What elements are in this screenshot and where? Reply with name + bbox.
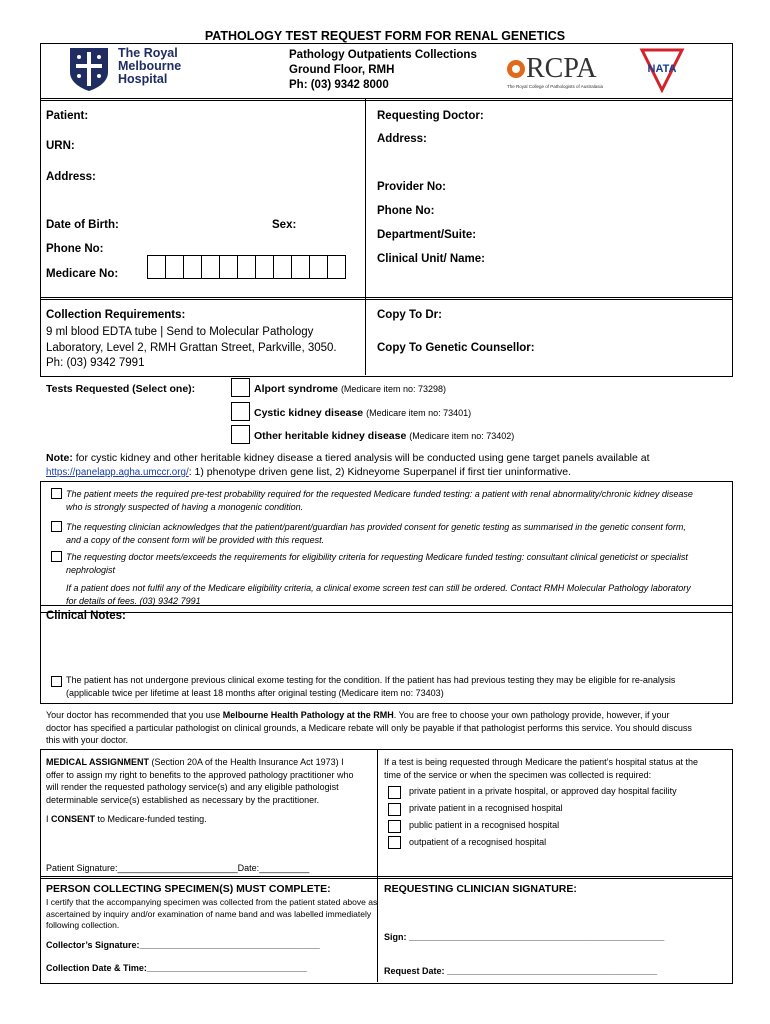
doctor-eligibility-checkbox[interactable] bbox=[51, 551, 62, 562]
rcpa-subtitle: The Royal College of Pathologists of Australasia bbox=[507, 84, 604, 89]
panel-note: Note: for cystic kidney and other heritable kidney disease a tiered analysis will be conducted using gene target panels available at https://panelapp.agha.umccr.org/: 1) phenotype driven gene list, 2) Kidneyome Superpanel if first tier uninformative. bbox=[46, 452, 650, 478]
requesting-doctor-label: Requesting Doctor: bbox=[377, 110, 484, 122]
alport-option: Alport syndrome (Medicare item no: 73298) bbox=[254, 383, 446, 395]
other-kidney-checkbox[interactable] bbox=[231, 425, 250, 444]
rcpa-emblem-icon bbox=[506, 59, 526, 79]
doctor-phone-label: Phone No: bbox=[377, 205, 435, 217]
private-in-private-checkbox[interactable] bbox=[388, 786, 401, 799]
panelapp-link[interactable]: https://panelapp.agha.umccr.org/ bbox=[46, 467, 189, 478]
medicare-number-boxes[interactable] bbox=[147, 255, 345, 279]
clinician-sign-line[interactable]: Sign: ___________________________________________________ bbox=[384, 932, 665, 942]
collections-info: Pathology Outpatients Collections Ground Floor, RMH Ph: (03) 9342 8000 bbox=[289, 49, 477, 91]
dob-label: Date of Birth: bbox=[46, 219, 119, 231]
clinician-signature-heading: REQUESTING CLINICIAN SIGNATURE: bbox=[384, 883, 577, 895]
collector-signature-line[interactable]: Collector’s Signature:____________________________________ bbox=[46, 940, 320, 950]
other-kidney-option: Other heritable kidney disease (Medicare item no: 73402) bbox=[254, 430, 515, 442]
outpatient-checkbox[interactable] bbox=[388, 836, 401, 849]
sex-label: Sex: bbox=[272, 219, 297, 231]
doctor-eligibility-text: The requesting doctor meets/exceeds the requirements for eligibility criteria for requesting Medicare funded testing: consultant clinical geneticist or specialist nephrologist bbox=[66, 552, 688, 575]
patient-signature-line[interactable]: Patient Signature:________________________Date:__________ bbox=[46, 863, 310, 873]
patient-label: Patient: bbox=[46, 110, 89, 122]
urn-label: URN: bbox=[46, 140, 75, 152]
consent-acknowledged-text: The requesting clinician acknowledges that the patient/parent/guardian has provided consent for genetic testing as summarised in the genetic consent form, and a copy of the consent form will be provided with this request. bbox=[66, 522, 686, 545]
private-in-private-label: private patient in a private hospital, or approved day hospital facility bbox=[409, 786, 677, 796]
collector-heading: PERSON COLLECTING SPECIMEN(S) MUST COMPLETE: bbox=[46, 883, 331, 895]
copy-to-dr-label: Copy To Dr: bbox=[377, 309, 442, 321]
patient-doctor-box bbox=[40, 98, 733, 300]
outpatient-label: outpatient of a recognised hospital bbox=[409, 837, 547, 847]
recommendation-text: Your doctor has recommended that you use Melbourne Health Pathology at the RMH. You are free to choose your own pathology provide, however, if your doctor has specified a particular pathologist on clinical grounds, a Medicare rebate will only be payable if that pathologist performs this service. You should discuss this with your doctor. bbox=[46, 710, 692, 745]
rmh-shield-logo-icon bbox=[68, 46, 110, 92]
patient-doctor-divider bbox=[365, 99, 366, 299]
nata-logo-text: NATA bbox=[647, 63, 677, 75]
collection-heading: Collection Requirements: bbox=[46, 309, 186, 321]
cystic-kidney-checkbox[interactable] bbox=[231, 402, 250, 421]
fee-note: If a patient does not fulfil any of the Medicare eligibility criteria, a clinical exome screen test can still be ordered. Contact RMH Molecular Pathology laboratory for details of fees. (03) 9342 7991 bbox=[66, 583, 691, 606]
pretest-probability-checkbox[interactable] bbox=[51, 488, 62, 499]
private-in-recognised-checkbox[interactable] bbox=[388, 803, 401, 816]
collection-details: 9 ml blood EDTA tube | Send to Molecular Pathology Laboratory, Level 2, RMH Grattan Street, Parkville, 3050. Ph: (03) 9342 7991 bbox=[46, 326, 337, 369]
clinical-unit-label: Clinical Unit/ Name: bbox=[377, 253, 485, 265]
patient-phone-label: Phone No: bbox=[46, 243, 104, 255]
patient-address-label: Address: bbox=[46, 171, 96, 183]
department-label: Department/Suite: bbox=[377, 229, 477, 241]
rcpa-logo: RCPA bbox=[526, 53, 597, 84]
form-title: PATHOLOGY TEST REQUEST FORM FOR RENAL GENETICS bbox=[204, 29, 566, 43]
consent-acknowledged-checkbox[interactable] bbox=[51, 521, 62, 532]
hospital-name: The Royal Melbourne Hospital bbox=[118, 46, 182, 86]
collector-certification: I certify that the accompanying specimen was collected from the patient stated above as ascertained by inquiry and/or examination of name band and was labelled immediately following collection. bbox=[46, 897, 378, 930]
cystic-kidney-option: Cystic kidney disease (Medicare item no: 73401) bbox=[254, 407, 472, 419]
pretest-probability-text: The patient meets the required pre-test probability required for the requested Medicare funded testing: a patient with renal abnormality/chronic kidney disease who is strongly suspected of having a monogenic condition. bbox=[66, 489, 693, 512]
medical-assignment-text: MEDICAL ASSIGNMENT (Section 20A of the Health Insurance Act 1973) I offer to assign my right to benefits to the approved pathology practitioner who will render the requested pathology service(s) and any eligible pathologist determinable service(s) established as necessary by the practitioner. bbox=[46, 757, 354, 805]
medicare-label: Medicare No: bbox=[46, 268, 119, 280]
collection-divider bbox=[365, 298, 366, 375]
collection-datetime-line[interactable]: Collection Date & Time:________________________________ bbox=[46, 963, 308, 973]
request-date-line[interactable]: Request Date: __________________________________________ bbox=[384, 966, 658, 976]
consent-statement: I CONSENT to Medicare-funded testing. bbox=[46, 814, 207, 824]
assignment-divider bbox=[377, 750, 378, 877]
reanalysis-checkbox[interactable] bbox=[51, 676, 62, 687]
reanalysis-text: The patient has not undergone previous clinical exome testing for the condition. If the patient has had previous testing they may be eligible for re-analysis (applicable twice per lifetime at least 18 months after original testing (Medicare item no: 73403) bbox=[66, 675, 676, 698]
alport-checkbox[interactable] bbox=[231, 378, 250, 397]
tests-requested-label: Tests Requested (Select one): bbox=[46, 383, 196, 395]
hospital-status-intro: If a test is being requested through Medicare the patient’s hospital status at the time of the service or when the specimen was collected is required: bbox=[384, 757, 699, 780]
clinical-notes-heading: Clinical Notes: bbox=[46, 610, 126, 622]
doctor-address-label: Address: bbox=[377, 133, 427, 145]
private-in-recognised-label: private patient in a recognised hospital bbox=[409, 803, 563, 813]
provider-no-label: Provider No: bbox=[377, 181, 447, 193]
public-in-recognised-label: public patient in a recognised hospital bbox=[409, 820, 560, 830]
public-in-recognised-checkbox[interactable] bbox=[388, 820, 401, 833]
copy-to-gc-label: Copy To Genetic Counsellor: bbox=[377, 342, 535, 354]
